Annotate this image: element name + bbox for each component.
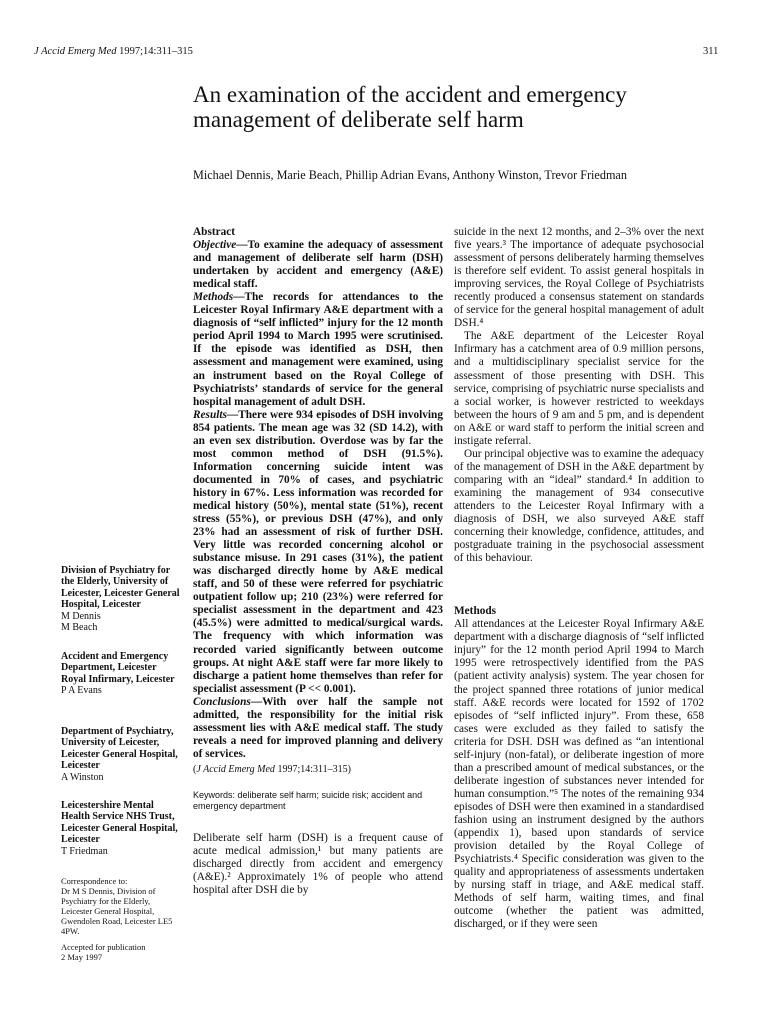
journal-volume: 1997;14:311–315 <box>116 46 193 57</box>
methods-paragraph: All attendances at the Leicester Royal Infirmary A&E department with a discharge diagnosis of “self inflicted injury” for the 12 month period April 1994 to March 1995 were retrospectively identified from the PAS (patient activity analysis) system. The year chosen for the project spanned three rotations of junior medical staff. A&E records were located for 1592 of 1702 episodes of “self inflicted injury”. From these, 658 cases were excluded as they failed to satisfy the criteria for DSH. DSH was defined as “an intentional self-injury (non-fatal), or deliberate ingestion of more than a prescribed amount of medical substances, or the deliberate ingestion of substances never intended for human consumption.”⁵ The notes of the remaining 934 episodes of DSH were then examined in a standardised fashion using an instrument designed by the authors (appendix 1), based upon standards of service provision detailed by the Royal College of Psychiatrists.⁴ Specific consideration was given to the quality and appropriateness of assessments undertaken by nursing staff in triage, and A&E medical staff. Methods of self harm, waiting times, and final outcome (whether the patient was admitted, discharged, or if they were seen <box>454 618 704 931</box>
results-label: Results <box>193 408 227 421</box>
results-text: —There were 934 episodes of DSH involving 854 patients. The mean age was 32 (SD 14.2), with an even sex distribution. Overdose was by far the most common method of DSH (91.5%). Information concerning suicide intent was documented in 70% of cases, and psychiatric history in 67%. Less information was recorded for medical history (50%), mental state (51%), recent stress (55%), or previous DSH (47%), and only 23% had an assessment of risk of further DSH. Very little was recorded concerning alcohol or substance misuse. In 291 cases (31%), the patient was discharged directly home by A&E medical staff, and 50 of these were referred for psychiatric outpatient follow up; 210 (23%) were referred for specialist assessment in the department and 423 (45.5%) were admitted to medical/surgical wards. The frequency with which information was recorded varied significantly between outcome groups. At night A&E staff were far more likely to discharge a patient home themselves than refer for specialist assessment (P << 0.001). <box>193 408 443 695</box>
affiliation-name: Department of Psychiatry, University of Leicester, Leicester General Hospital, Leicester <box>61 726 178 772</box>
abstract-results <box>193 409 443 696</box>
accepted-value: 2 May 1997 <box>61 952 103 962</box>
affiliation-name: Leicestershire Mental Health Service NHS Trust, Leicester General Hospital, Leicester <box>61 800 178 846</box>
column-right <box>454 226 704 931</box>
affiliation-person: A Winston <box>61 771 104 783</box>
article-title: An examination of the accident and emergency management of deliberate self harm <box>193 82 627 132</box>
abstract-citation: (J Accid Emerg Med 1997;14:311–315) <box>193 763 351 775</box>
body-paragraph: suicide in the next 12 months, and 2–3% over the next five years.³ The importance of adequate psychosocial assessment of persons deliberately harming themselves is therefore self evident. To assist general hospitals in improving services, the Royal College of Psychiatrists recently produced a consensus statement on standards of service for the general hospital management of adult DSH.⁴ <box>454 226 704 330</box>
conclusions-label: Conclusions <box>193 695 251 708</box>
affiliation-2 <box>61 651 183 697</box>
correspondence-address: Dr M S Dennis, Division of Psychiatry for the Elderly, Leicester General Hospital, Gwendolen Road, Leicester LE5 4PW. <box>61 886 173 936</box>
conclusions-text: —With over half the sample not admitted, the responsibility for the initial risk assessment lies with A&E medical staff. The study reveals a need for improved planning and delivery of services. <box>193 695 443 760</box>
affiliation-name: Division of Psychiatry for the Elderly, University of Leicester, Leicester General Hospital, Leicester <box>61 565 180 611</box>
affiliation-person: P A Evans <box>61 685 102 697</box>
accepted-date <box>61 942 183 962</box>
column-left <box>193 226 443 897</box>
affiliation-name: Accident and Emergency Department, Leicester Royal Infirmary, Leicester <box>61 651 175 685</box>
methods-text: —The records for attendances to the Leicester Royal Infirmary A&E department with a diagnosis of “self inflicted” injury for the 12 month period April 1994 to March 1995 were scrutinised. If the episode was identified as DSH, then assessment and management were examined, using an instrument based on the Royal College of Psychiatrists’ standards of service for the general hospital management of adult DSH. <box>193 291 443 408</box>
citation-rest: 1997;14:311–315) <box>274 763 351 775</box>
affiliation-3 <box>61 726 183 783</box>
affiliation-1 <box>61 565 183 633</box>
abstract-objective <box>193 239 443 291</box>
keywords: Keywords: deliberate self harm; suicide risk; accident and emergency department <box>193 789 423 811</box>
affiliation-person: M Beach <box>61 622 98 634</box>
abstract-conclusions <box>193 696 443 761</box>
abstract-methods <box>193 291 443 408</box>
objective-label: Objective <box>193 239 237 252</box>
accepted-label: Accepted for publication <box>61 942 146 952</box>
journal-name: J Accid Emerg Med <box>34 46 117 57</box>
correspondence-label: Correspondence to: <box>61 876 128 886</box>
body-paragraph: The A&E department of the Leicester Royal Infirmary has a catchment area of 0.9 million persons, and a multidisciplinary specialist service for the assessment of those presenting with DSH. This service, comprising of psychiatric nurse specialists and a social worker, is however restricted to weekdays between the hours of 9 am and 5 pm, and is dependent on A&E or ward staff to perform the initial screen and instigate referral. <box>454 330 704 447</box>
correspondence <box>61 876 183 936</box>
author-list: Michael Dennis, Marie Beach, Phillip Adrian Evans, Anthony Winston, Trevor Friedman <box>193 168 627 182</box>
affiliation-person: T Friedman <box>61 845 108 857</box>
affiliation-4 <box>61 800 183 857</box>
intro-paragraph: Deliberate self harm (DSH) is a frequent cause of acute medical admission,¹ but many patients are discharged directly from accident and emergency (A&E).² Approximately 1% of people who attend hospital after DSH die by <box>193 831 443 897</box>
running-header <box>34 46 193 57</box>
methods-label: Methods <box>193 291 234 304</box>
citation-journal: J Accid Emerg Med <box>196 763 275 775</box>
body-paragraph: Our principal objective was to examine the adequacy of the management of DSH in the A&E department by comparing with an “ideal” standard.⁴ In addition to examining the management of 934 consecutive attenders to the Leicester Royal Infirmary with a diagnosis of DSH, we also surveyed A&E staff concerning their knowledge, confidence, attitudes, and postgraduate training in the psychosocial assessment of this behaviour. <box>454 447 704 565</box>
abstract-heading: Abstract <box>193 226 236 238</box>
page-number: 311 <box>703 46 719 57</box>
methods-heading: Methods <box>454 605 497 618</box>
objective-text: —To examine the adequacy of assessment and management of deliberate self harm (DSH) undertaken by accident and emergency (A&E) medical staff. <box>193 239 443 291</box>
affiliation-person: M Dennis <box>61 610 101 622</box>
